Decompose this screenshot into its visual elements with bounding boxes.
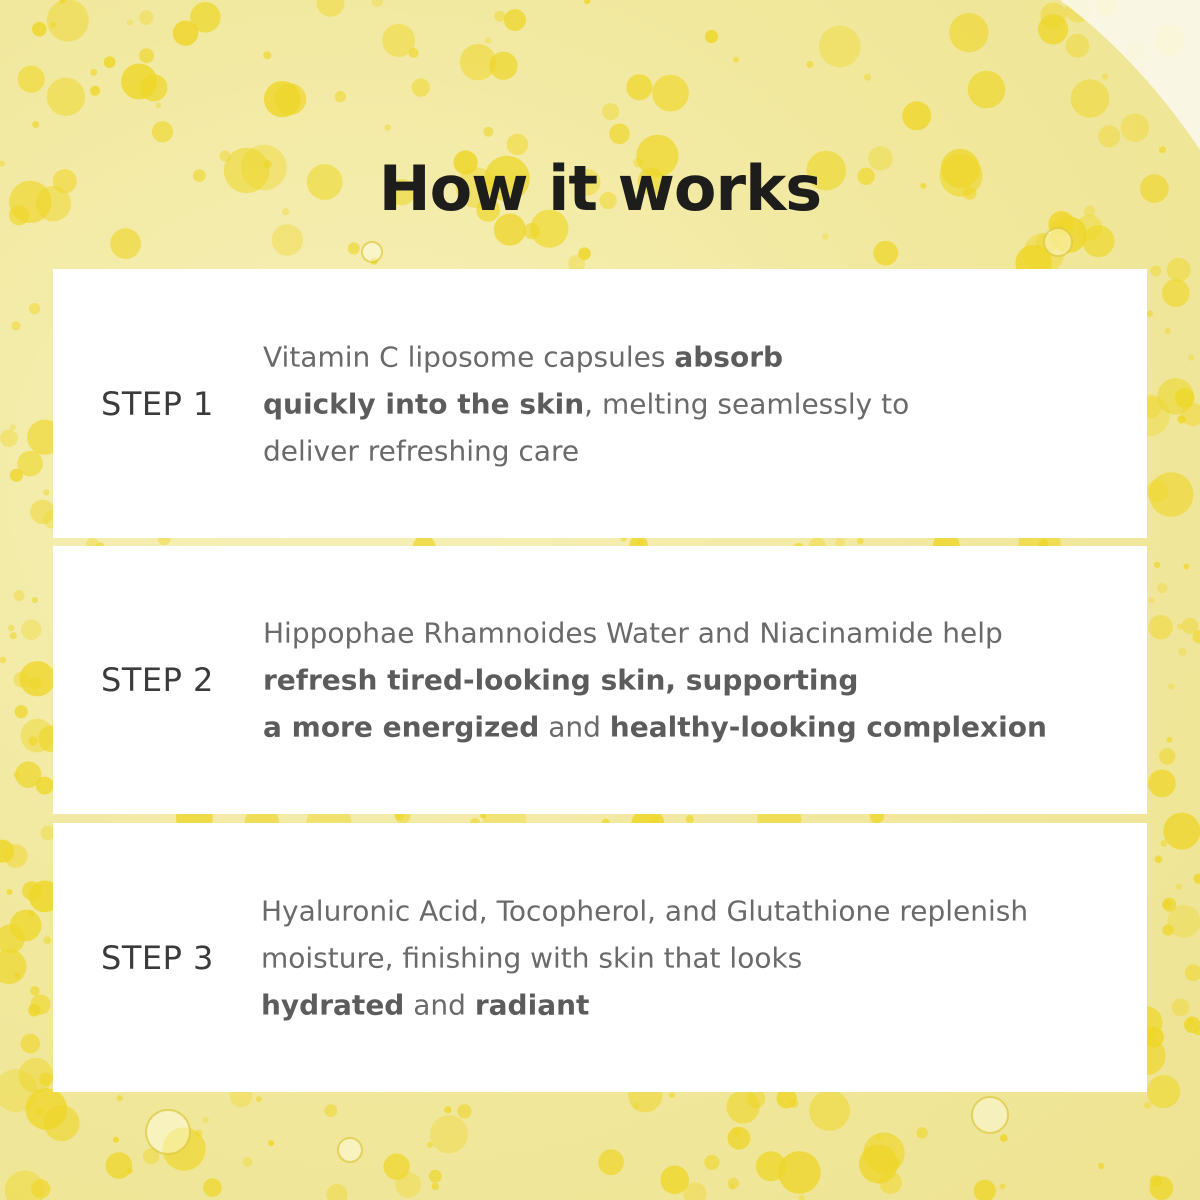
emphasis-text: refresh tired-looking skin, supporting bbox=[263, 663, 859, 697]
description-line bbox=[263, 333, 1123, 380]
description-line bbox=[261, 934, 1121, 981]
step-label: STEP 3 bbox=[101, 938, 214, 977]
step-card-3 bbox=[53, 823, 1147, 1092]
description-line bbox=[263, 380, 1123, 427]
description-text: , melting seamlessly to bbox=[584, 387, 910, 420]
emphasis-text: a more energized bbox=[263, 710, 540, 744]
step-description bbox=[263, 610, 1123, 751]
description-line bbox=[263, 427, 1123, 474]
description-text: moisture, finishing with skin that looks bbox=[261, 941, 803, 974]
emphasis-text: absorb bbox=[674, 340, 784, 373]
description-text: Hippophae Rhamnoides Water and Niacinamide help bbox=[263, 616, 1003, 650]
description-line bbox=[263, 610, 1123, 657]
description-text: and bbox=[539, 710, 610, 744]
step-card-1 bbox=[53, 269, 1147, 538]
emphasis-text: quickly into the skin bbox=[263, 387, 585, 420]
emphasis-text: radiant bbox=[474, 988, 590, 1021]
description-text: Hyaluronic Acid, Tocopherol, and Glutathione replenish bbox=[261, 894, 1029, 927]
step-card-2 bbox=[53, 546, 1147, 814]
description-text: deliver refreshing care bbox=[263, 434, 580, 467]
page-title: How it works bbox=[378, 152, 822, 225]
description-line bbox=[261, 887, 1121, 934]
step-label: STEP 1 bbox=[101, 384, 214, 423]
description-line bbox=[263, 657, 1123, 704]
step-description bbox=[261, 887, 1121, 1028]
description-text: and bbox=[404, 988, 475, 1021]
step-label: STEP 2 bbox=[101, 661, 214, 699]
description-line bbox=[263, 704, 1123, 751]
emphasis-text: hydrated bbox=[261, 988, 405, 1021]
emphasis-text: healthy-looking complexion bbox=[609, 710, 1047, 744]
step-description bbox=[263, 333, 1123, 474]
description-text: Vitamin C liposome capsules bbox=[263, 340, 675, 373]
description-line bbox=[261, 981, 1121, 1028]
